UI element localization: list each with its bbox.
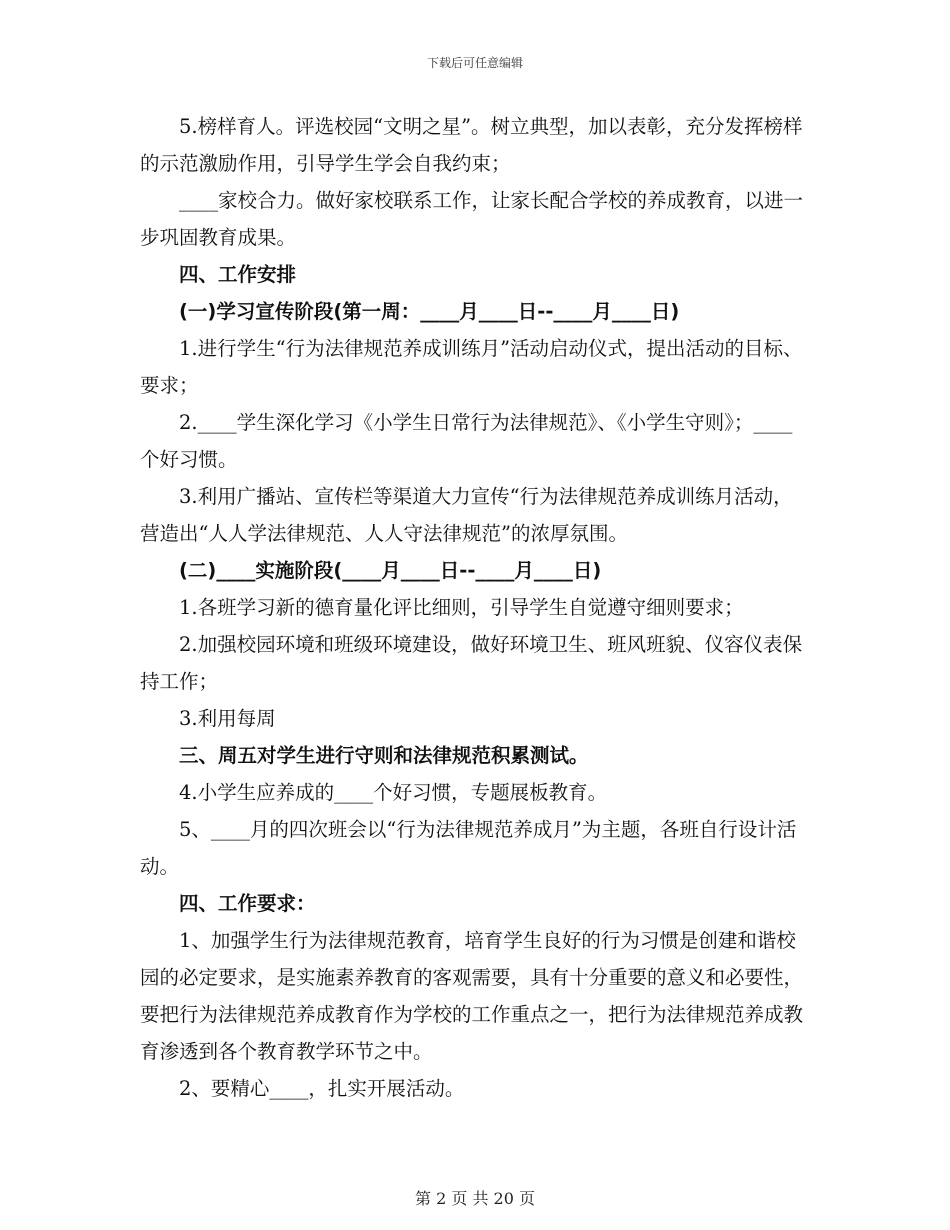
heading-work-requirements: 四、工作要求： — [179, 892, 316, 915]
page-footer: 第 2 页 共 20 页 — [415, 1189, 535, 1208]
paragraph-strengthen-education: 1、加强学生行为法律规范教育，培育学生良好的行为习惯是创建和谐校园的必定要求，是实施素养教育的客观需要，具有十分重要的意义和必要性，要把行为法律规范养成教育作为学校的工作重点之一，把行为法律规范养成教育渗透到各个教育教学环节之中。 — [140, 929, 804, 1063]
heading-study-phase: (一)学习宣传阶段(第一周：____月____日--____月____日) — [179, 300, 680, 323]
paragraph-environment: 2.加强校园环境和班级环境建设，做好环境卫生、班风班貌、仪容仪表保持工作； — [140, 633, 803, 693]
paragraph-study-rules: 2.____学生深化学习《小学生日常行为法律规范》、《小学生守则》；____个好习惯。 — [140, 411, 793, 471]
page-header: 下载后可任意编辑 — [426, 56, 523, 70]
paragraph-class-rules: 1.各班学习新的德育量化评比细则，引导学生自觉遵守细则要求； — [179, 596, 744, 619]
paragraph-home-school: ____家校合力。做好家校联系工作，让家长配合学校的养成教育，以进一步巩固教育成果。 — [140, 189, 804, 249]
paragraph-careful-planning: 2、要精心____，扎实开展活动。 — [179, 1077, 465, 1100]
paragraph-good-habits: 4.小学生应养成的____个好习惯，专题展板教育。 — [179, 781, 608, 804]
document-body — [140, 108, 810, 1107]
heading-friday-test: 三、周五对学生进行守则和法律规范积累测试。 — [179, 744, 589, 767]
heading-work-arrangement: 四、工作安排 — [179, 263, 297, 286]
paragraph-role-models: 5.榜样育人。评选校园“文明之星”。树立典型，加以表彰，充分发挥榜样的示范激励作用，引导学生学会自我约束； — [140, 115, 803, 175]
paragraph-class-meetings: 5、____月的四次班会以“行为法律规范养成月”为主题，各班自行设计活动。 — [140, 818, 797, 878]
paragraph-publicity: 3.利用广播站、宣传栏等渠道大力宣传“行为法律规范养成训练月活动，营造出“人人学法律规范、人人守法律规范”的浓厚氛围。 — [140, 485, 793, 545]
paragraph-weekly: 3.利用每周 — [179, 707, 276, 730]
paragraph-launch-ceremony: 1.进行学生“行为法律规范养成训练月”活动启动仪式，提出活动的目标、要求； — [140, 337, 803, 397]
heading-implementation-phase: (二)____实施阶段(____月____日--____月____日) — [179, 559, 602, 582]
